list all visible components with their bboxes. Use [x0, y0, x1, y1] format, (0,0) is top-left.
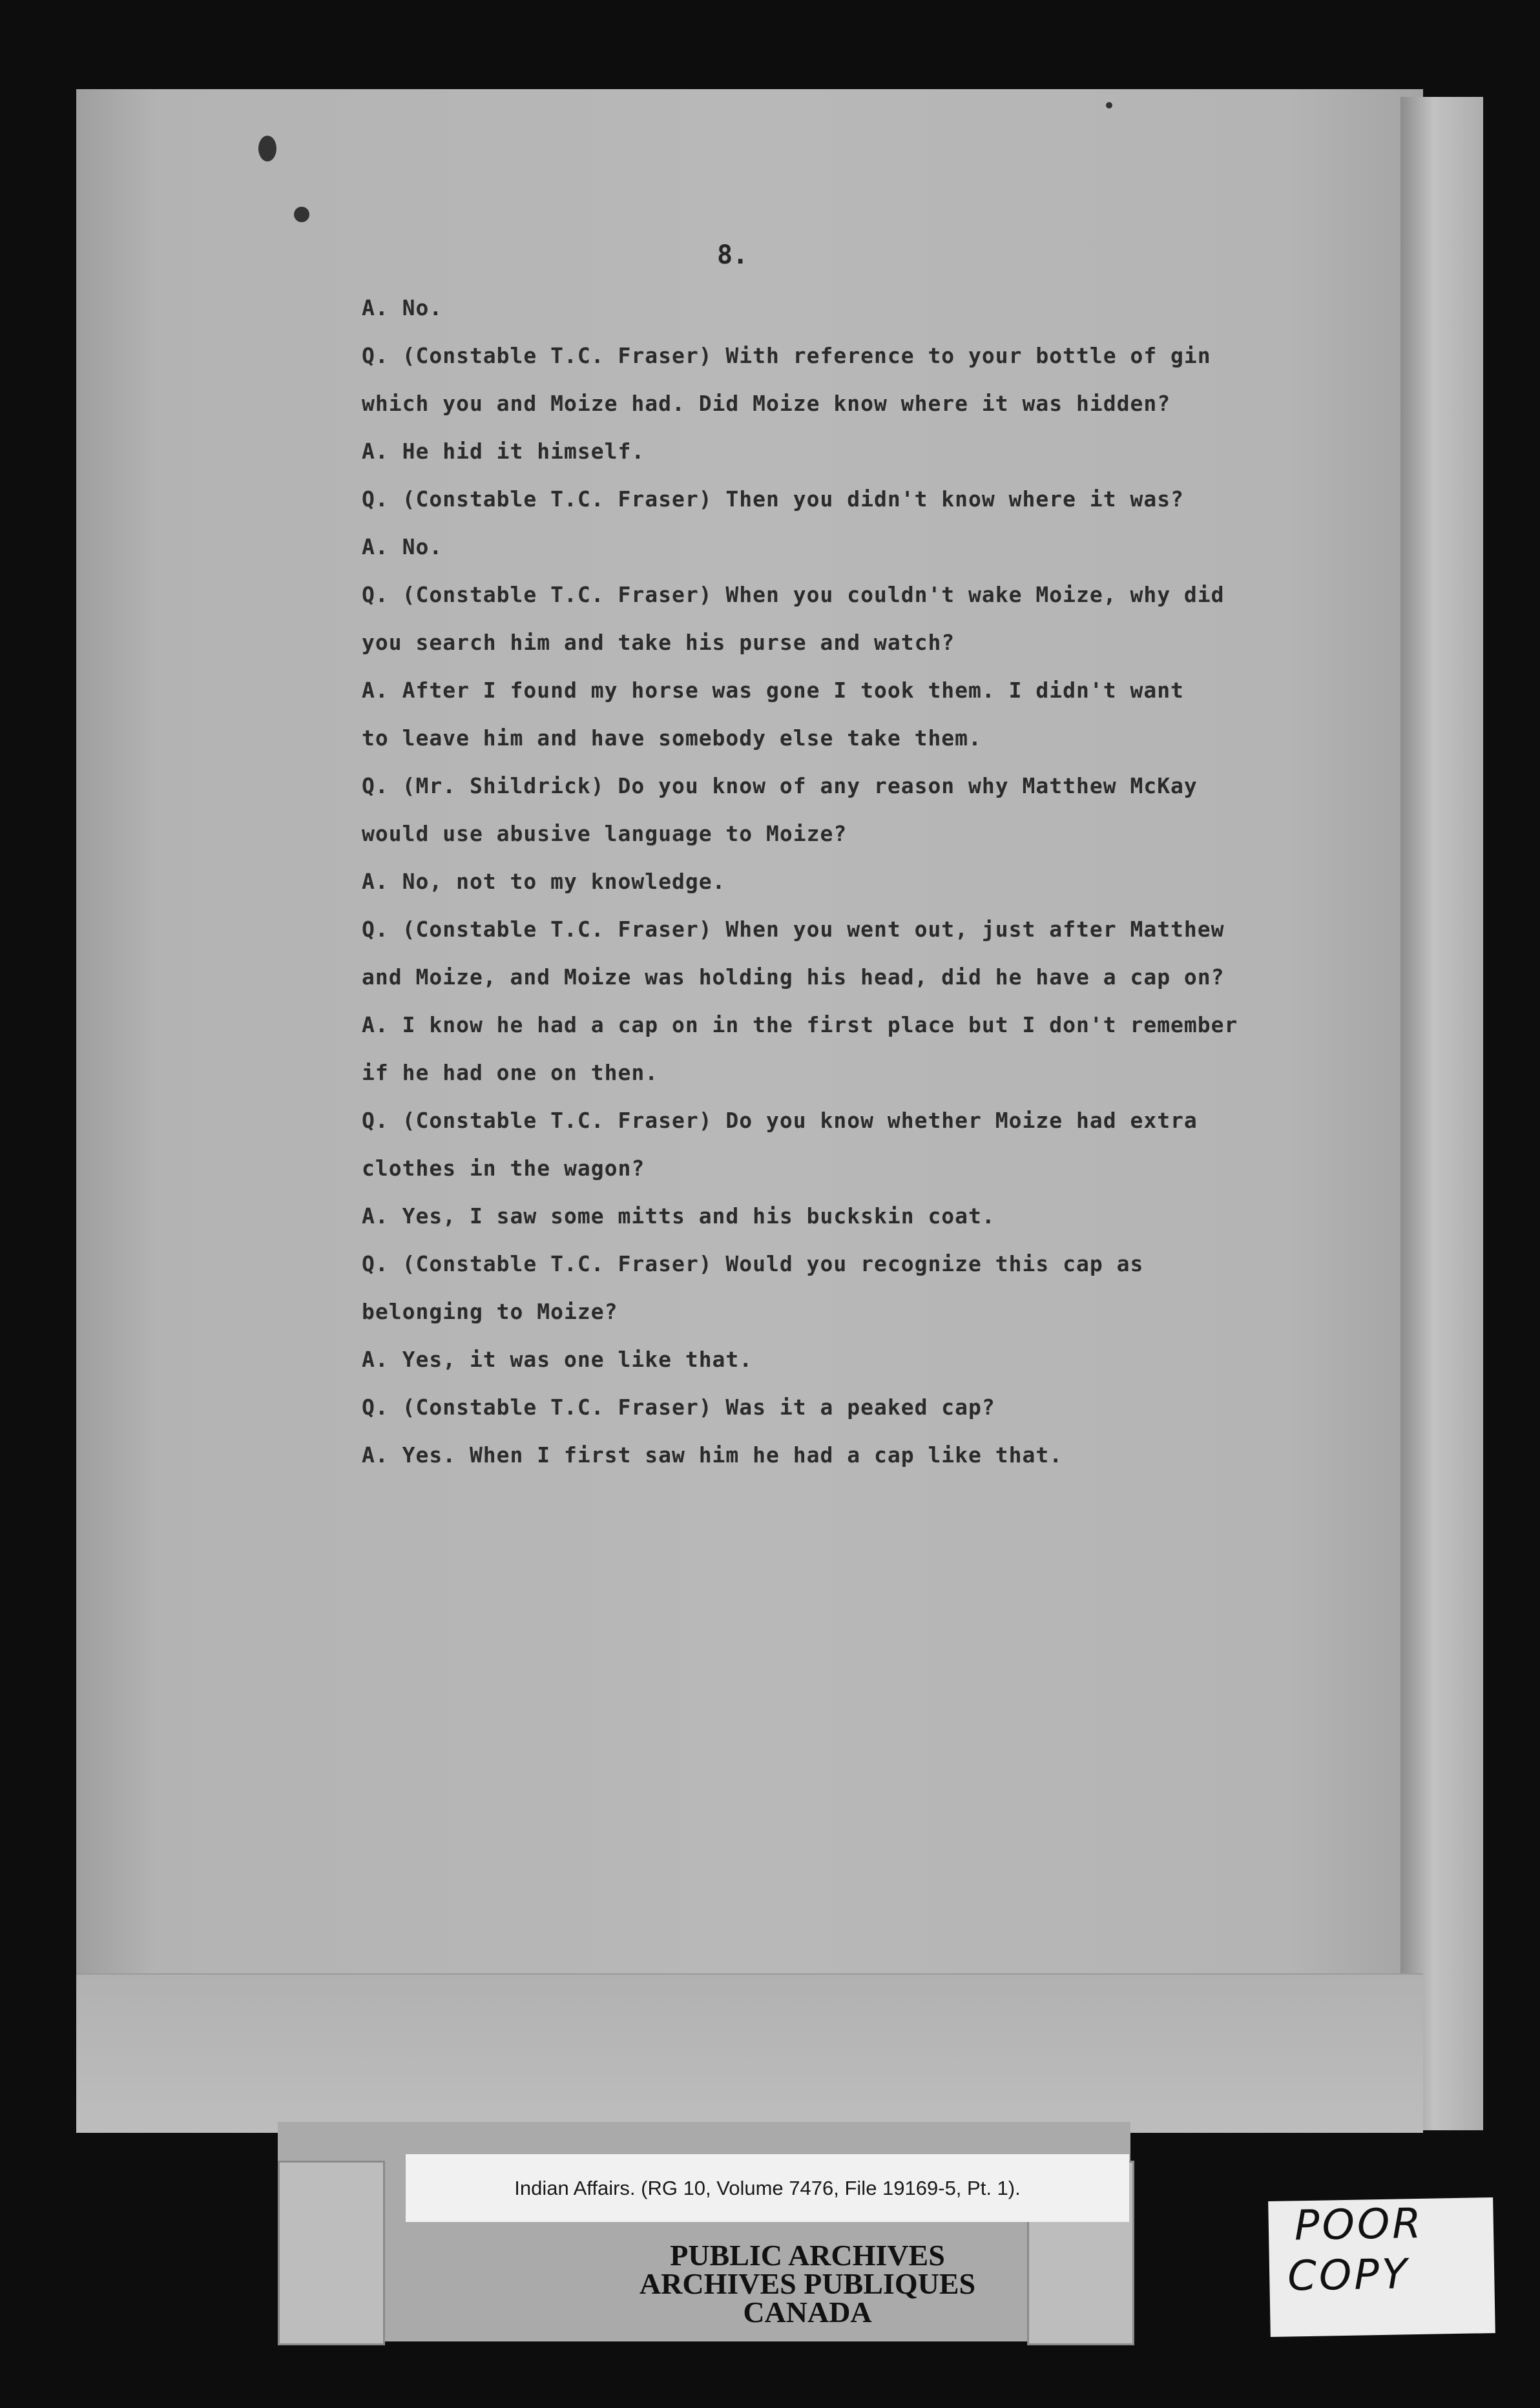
- holder-clip-left: [278, 2161, 385, 2345]
- archives-stamp: [581, 2241, 1034, 2327]
- transcript-line: would use abusive language to Moize?: [362, 821, 848, 846]
- transcript-line: Q. (Constable T.C. Fraser) When you went out, just after Matthew: [362, 917, 1225, 942]
- page-number: 8.: [717, 240, 749, 270]
- transcript-line: and Moize, and Moize was holding his head, did he have a cap on?: [362, 964, 1225, 990]
- note-line-copy: COPY: [1287, 2250, 1410, 2301]
- transcript-line: A. Yes, it was one like that.: [362, 1347, 753, 1372]
- transcript-line: Q. (Mr. Shildrick) Do you know of any reason why Matthew McKay: [362, 773, 1198, 798]
- stamp-line: PUBLIC ARCHIVES: [670, 2239, 945, 2272]
- poor-copy-note: [1268, 2197, 1495, 2337]
- transcript-line: Q. (Constable T.C. Fraser) With reference to your bottle of gin: [362, 343, 1211, 368]
- transcript-line: Q. (Constable T.C. Fraser) Was it a peaked cap?: [362, 1395, 995, 1420]
- stamp-line: ARCHIVES PUBLIQUES: [639, 2267, 976, 2300]
- transcript-line: you search him and take his purse and watch?: [362, 630, 955, 655]
- transcript-line: clothes in the wagon?: [362, 1156, 645, 1181]
- transcript-line: A. After I found my horse was gone I took them. I didn't want: [362, 678, 1184, 703]
- archive-reference-label: [406, 2154, 1129, 2222]
- transcript-line: belonging to Moize?: [362, 1299, 618, 1324]
- transcript-line: Q. (Constable T.C. Fraser) When you couldn't wake Moize, why did: [362, 582, 1225, 607]
- transcript-line: A. Yes, I saw some mitts and his buckskin coat.: [362, 1203, 995, 1229]
- transcript-line: A. No.: [362, 534, 443, 559]
- page-bottom-band: [76, 1973, 1423, 2133]
- transcript-line: Q. (Constable T.C. Fraser) Then you didn't know where it was?: [362, 486, 1184, 512]
- transcript-line: A. Yes. When I first saw him he had a cap like that.: [362, 1442, 1063, 1468]
- transcript-line: Q. (Constable T.C. Fraser) Do you know whether Moize had extra: [362, 1108, 1198, 1133]
- note-line-poor: POOR: [1294, 2199, 1424, 2250]
- paper-speck: [294, 207, 309, 222]
- page-right-fold: [1400, 97, 1483, 2130]
- transcript-line: A. No.: [362, 295, 443, 320]
- stamp-line: CANADA: [743, 2296, 872, 2329]
- transcript-line: A. I know he had a cap on in the first place but I don't remember: [362, 1012, 1238, 1037]
- transcript-line: if he had one on then.: [362, 1060, 659, 1085]
- transcript-line: which you and Moize had. Did Moize know where it was hidden?: [362, 391, 1171, 416]
- paper-speck: [1106, 102, 1112, 109]
- transcript-line: A. He hid it himself.: [362, 439, 645, 464]
- transcript-line: Q. (Constable T.C. Fraser) Would you recognize this cap as: [362, 1251, 1144, 1276]
- transcript-body: [362, 284, 1369, 1479]
- transcript-line: A. No, not to my knowledge.: [362, 869, 726, 894]
- paper-speck: [258, 136, 276, 161]
- archive-reference-text: Indian Affairs. (RG 10, Volume 7476, File 19169-5, Pt. 1).: [514, 2176, 1021, 2199]
- transcript-line: to leave him and have somebody else take them.: [362, 725, 982, 751]
